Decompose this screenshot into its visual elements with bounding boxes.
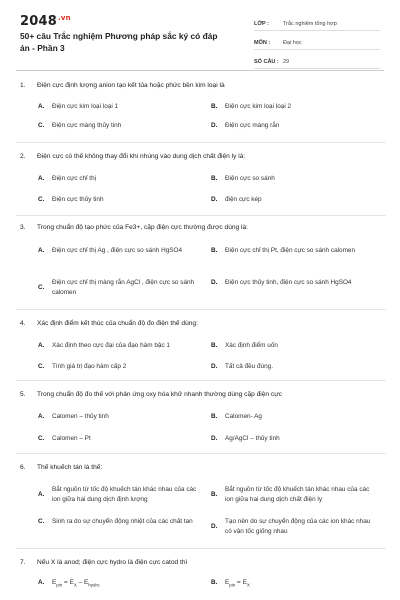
option-b[interactable]: B. $E_{pin} = E_X$ (211, 579, 250, 588)
question-text: 1. Điện cực định lượng anion tạo kết tủa hoặc phức bền kim loại là (20, 82, 225, 89)
question-divider (16, 548, 386, 549)
option-d[interactable]: D. Ag/AgCl – thủy tinh (211, 435, 280, 442)
option-d[interactable]: D. Điện cực màng rắn (211, 122, 280, 129)
question-text: 4. Xác định điểm kết thúc của chuẩn độ đo điện thế dùng: (20, 320, 198, 327)
option-a[interactable]: A. Xác định theo cực đại của đạo hàm bậc 1 (38, 342, 170, 349)
meta-label: MÔN : (254, 40, 271, 46)
header-divider (16, 70, 384, 71)
meta-label: SỐ CÂU : (254, 59, 279, 65)
meta-row-subject (254, 33, 380, 50)
page-title: 50+ câu Trắc nghiệm Phương pháp sắc ký có đáp án - Phần 3 (20, 31, 218, 53)
option-c[interactable]: C. Tính giá trị đạo hàm cấp 2 (38, 363, 127, 370)
question-text: 2. Điện cực có thế không thay đổi khi nhúng vào dung dịch chất điện ly là: (20, 153, 246, 160)
option-a[interactable]: A. Bắt nguồn từ tốc độ khuếch tán khác nhau của các ion giữa hai dung dịch định lượng (38, 486, 197, 503)
question-divider (16, 142, 386, 143)
question-4 (16, 319, 386, 370)
site-logo[interactable] (20, 14, 71, 29)
option-b[interactable]: B. Bắt nguồn từ tốc độ khuếch tán khác nhau của các ion giữa hai dung dịch chất điện ly (211, 486, 370, 503)
option-d[interactable]: D. Tạo nên do sự chuyển động của các ion khác nhau có vận tốc giống nhau (211, 518, 371, 535)
question-2 (16, 152, 386, 203)
option-c[interactable]: C. Điện cực chỉ thị màng rắn AgCl , điện cực so sánh calomen (38, 279, 195, 296)
meta-label: LỚP : (254, 21, 269, 27)
option-a[interactable]: A. Điện cực kim loại loại 1 (38, 103, 119, 110)
option-d[interactable]: D. Điện cực thủy tinh, điện cực so sánh HgSO4 (211, 279, 352, 286)
question-divider (16, 453, 386, 454)
option-a[interactable]: A. Điện cực chỉ thị Ag , điện cực so sánh HgSO4 (38, 247, 183, 254)
option-c[interactable]: C. Điện cực thủy tinh (38, 196, 104, 203)
option-b[interactable]: B. Điện cực chỉ thị Pt, điện cực so sánh calomen (211, 247, 356, 254)
question-text: 7. Nếu X là anod; điện cực hydro là điện cực catod thì (20, 559, 188, 566)
option-b[interactable]: B. Calomen- Ag (211, 413, 262, 420)
meta-value: Trắc nghiệm tổng hợp (283, 21, 337, 27)
meta-value: 29 (283, 59, 290, 65)
question-divider (16, 215, 386, 216)
question-text: 6. Thế khuếch tán là thế: (20, 464, 103, 471)
meta-row-count (254, 52, 380, 69)
meta-row-class (254, 14, 380, 31)
option-c[interactable]: C. Điện cực màng thủy tinh (38, 122, 122, 129)
option-b[interactable]: B. Điện cực kim loại loại 2 (211, 103, 292, 110)
question-text: 5. Trong chuẩn độ đo thế với phản ứng oxy hóa khử nhanh thường dùng cặp điện cực (20, 391, 282, 398)
option-d[interactable]: D. Tất cả đều đúng. (211, 363, 273, 370)
question-7 (16, 558, 386, 588)
question-3 (16, 223, 386, 296)
meta-info (254, 14, 380, 71)
meta-value: Đại học (283, 40, 302, 46)
question-divider (16, 380, 386, 381)
logo-text: 2048 (20, 14, 57, 29)
option-a[interactable]: A. Điện cực chỉ thị (38, 175, 97, 182)
question-6 (16, 463, 386, 535)
option-a[interactable]: A. Calomen – thủy tinh (38, 413, 109, 420)
option-a[interactable]: A. $E_{pin} = E_X - E_{hydro}$ (38, 579, 100, 588)
option-d[interactable]: D. điện cực kép (211, 196, 262, 203)
option-c[interactable]: C. Sinh ra do sự chuyển động nhiệt của các chất tan (38, 518, 193, 525)
option-c[interactable]: C. Calomen – Pt (38, 435, 91, 442)
option-b[interactable]: B. Điện cực so sánh (211, 175, 275, 182)
question-1 (16, 81, 386, 129)
question-text: 3. Trong chuẩn độ tạo phức của Fe3+, cặp điện cực thường được dùng là: (20, 224, 248, 231)
option-b[interactable]: B. Xác định điểm uốn (211, 342, 278, 349)
question-5 (16, 390, 386, 442)
logo-suffix: .vn (57, 14, 71, 22)
question-divider (16, 309, 386, 310)
